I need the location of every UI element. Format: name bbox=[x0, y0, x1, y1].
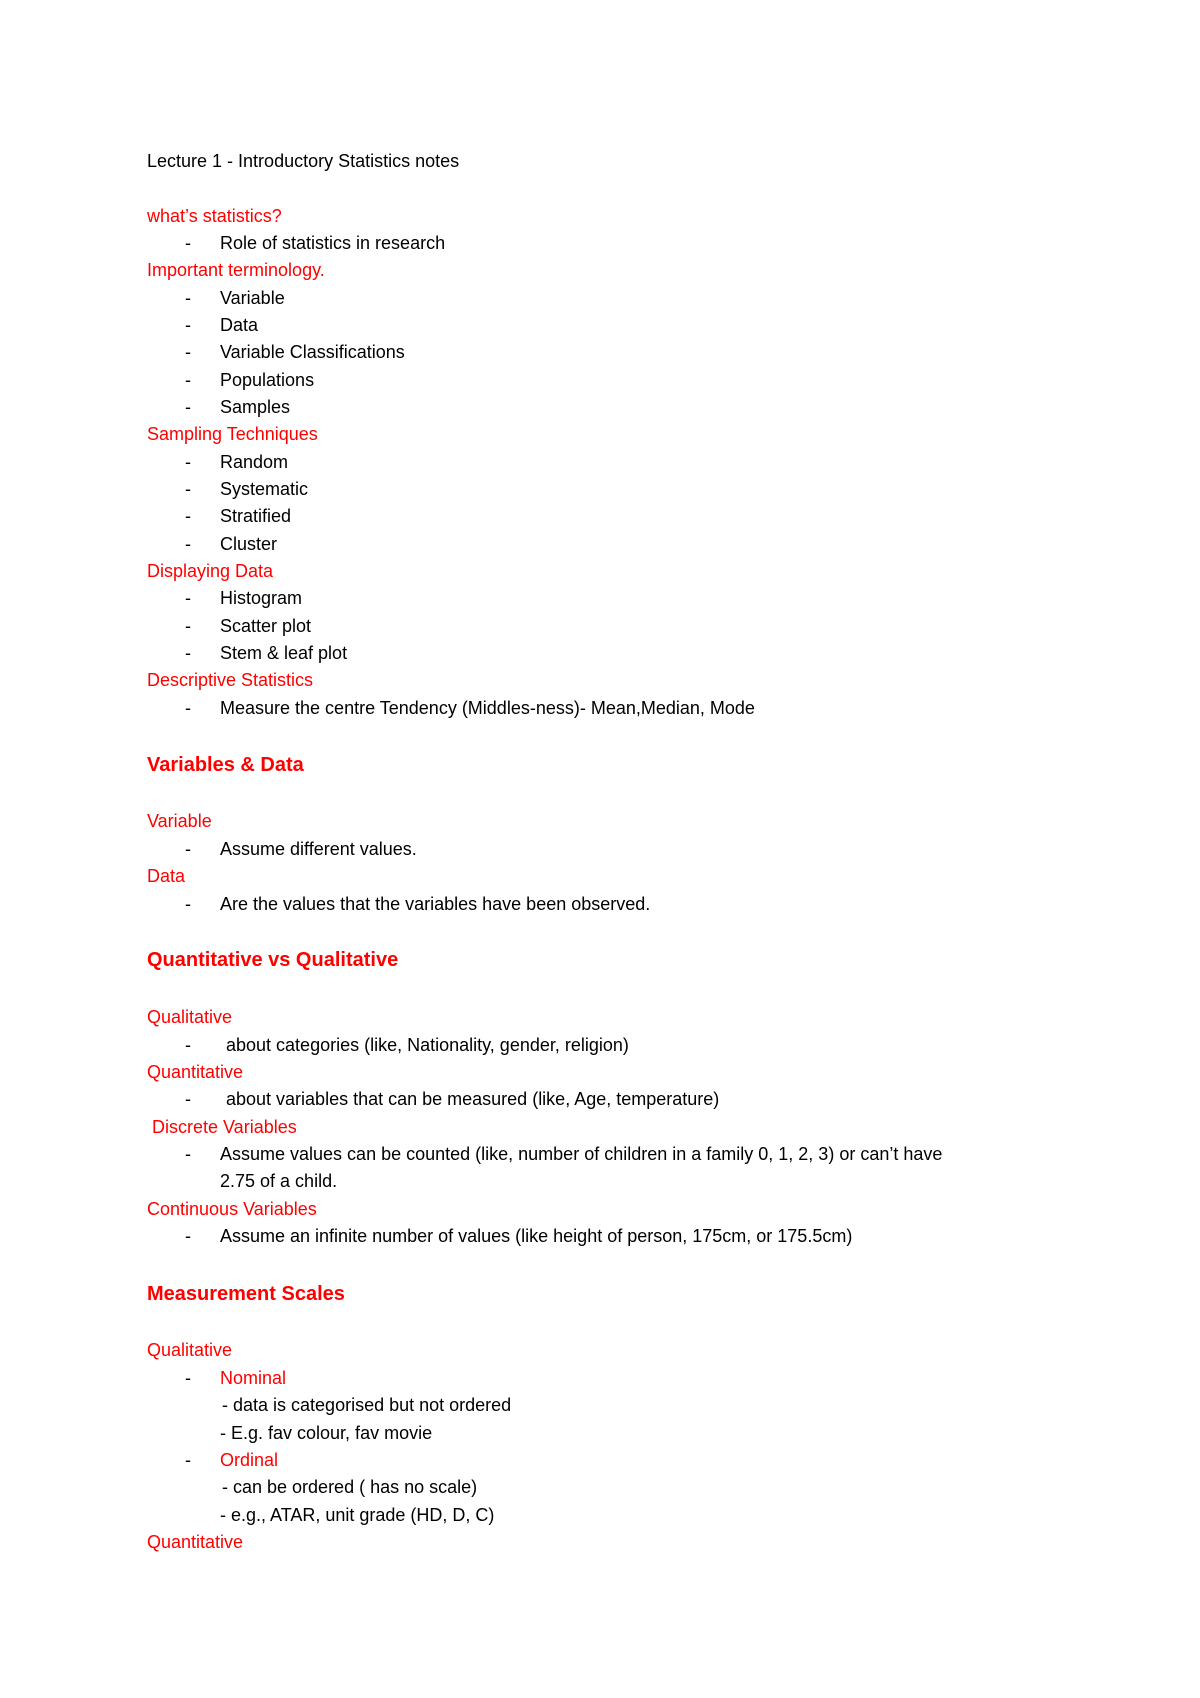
bullet-dash: - bbox=[185, 1368, 191, 1388]
list-item-continuation: 2.75 of a child. bbox=[220, 1171, 338, 1191]
heading-displaying-data: Displaying Data bbox=[147, 561, 274, 581]
list-item: Cluster bbox=[220, 534, 278, 554]
heading-discrete-variables: Discrete Variables bbox=[152, 1117, 297, 1137]
list-item: Scatter plot bbox=[220, 616, 312, 636]
list-item: Stratified bbox=[220, 506, 292, 526]
heading-quantitative-scales: Quantitative bbox=[147, 1532, 244, 1552]
list-item: Role of statistics in research bbox=[220, 233, 446, 253]
section-title-quant-vs-qual: Quantitative vs Qualitative bbox=[147, 949, 399, 971]
list-item: Random bbox=[220, 452, 289, 472]
list-item: Assume values can be counted (like, number of children in a family 0, 1, 2, 3) or can’t have bbox=[220, 1144, 943, 1164]
bullet-dash: - bbox=[185, 534, 191, 554]
bullet-dash: - bbox=[185, 894, 191, 914]
list-item: about categories (like, Nationality, gender, religion) bbox=[226, 1035, 629, 1055]
bullet-dash: - bbox=[185, 452, 191, 472]
heading-sampling-techniques: Sampling Techniques bbox=[147, 424, 318, 444]
heading-descriptive-statistics: Descriptive Statistics bbox=[147, 670, 314, 690]
list-item: Measure the centre Tendency (Middles-ness)- Mean,Median, Mode bbox=[220, 698, 755, 718]
heading-ordinal: Ordinal bbox=[220, 1450, 279, 1470]
bullet-dash: - bbox=[185, 397, 191, 417]
list-item: Variable bbox=[220, 288, 285, 308]
sub-item: - e.g., ATAR, unit grade (HD, D, C) bbox=[220, 1505, 495, 1525]
list-item: Assume an infinite number of values (like height of person, 175cm, or 175.5cm) bbox=[220, 1226, 853, 1246]
bullet-dash: - bbox=[185, 233, 191, 253]
bullet-dash: - bbox=[185, 342, 191, 362]
bullet-dash: - bbox=[185, 479, 191, 499]
bullet-dash: - bbox=[185, 315, 191, 335]
heading-quantitative: Quantitative bbox=[147, 1062, 244, 1082]
bullet-dash: - bbox=[185, 588, 191, 608]
bullet-dash: - bbox=[185, 643, 191, 663]
heading-nominal: Nominal bbox=[220, 1368, 287, 1388]
bullet-dash: - bbox=[185, 1226, 191, 1246]
list-item: Assume different values. bbox=[220, 839, 417, 859]
bullet-dash: - bbox=[185, 698, 191, 718]
bullet-dash: - bbox=[185, 1089, 191, 1109]
bullet-dash: - bbox=[185, 616, 191, 636]
sub-item: - E.g. fav colour, fav movie bbox=[220, 1423, 433, 1443]
heading-qualitative-scales: Qualitative bbox=[147, 1340, 233, 1360]
bullet-dash: - bbox=[185, 1144, 191, 1164]
bullet-dash: - bbox=[185, 1035, 191, 1055]
heading-data: Data bbox=[147, 866, 186, 886]
list-item: Histogram bbox=[220, 588, 303, 608]
sub-item: - data is categorised but not ordered bbox=[222, 1395, 512, 1415]
list-item: Variable Classifications bbox=[220, 342, 405, 362]
bullet-dash: - bbox=[185, 506, 191, 526]
section-title-variables-data: Variables & Data bbox=[147, 754, 304, 776]
heading-variable: Variable bbox=[147, 811, 212, 831]
list-item: Samples bbox=[220, 397, 291, 417]
heading-important-terminology: Important terminology. bbox=[147, 260, 325, 280]
bullet-dash: - bbox=[185, 1450, 191, 1470]
list-item: Systematic bbox=[220, 479, 309, 499]
sub-item: - can be ordered ( has no scale) bbox=[222, 1477, 478, 1497]
heading-qualitative: Qualitative bbox=[147, 1007, 233, 1027]
list-item: Populations bbox=[220, 370, 315, 390]
list-item: Stem & leaf plot bbox=[220, 643, 348, 663]
bullet-dash: - bbox=[185, 370, 191, 390]
list-item: Are the values that the variables have been observed. bbox=[220, 894, 651, 914]
heading-whats-statistics: what’s statistics? bbox=[147, 206, 282, 226]
list-item: Data bbox=[220, 315, 259, 335]
list-item: about variables that can be measured (like, Age, temperature) bbox=[226, 1089, 720, 1109]
bullet-dash: - bbox=[185, 288, 191, 308]
document-title: Lecture 1 - Introductory Statistics notes bbox=[147, 151, 460, 171]
section-title-measurement-scales: Measurement Scales bbox=[147, 1283, 345, 1305]
heading-continuous-variables: Continuous Variables bbox=[147, 1199, 317, 1219]
bullet-dash: - bbox=[185, 839, 191, 859]
